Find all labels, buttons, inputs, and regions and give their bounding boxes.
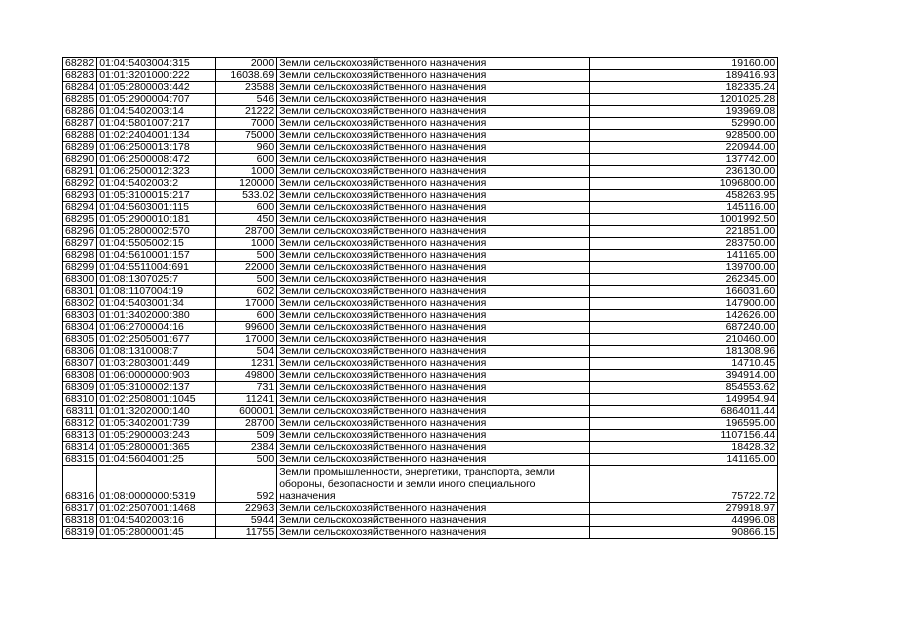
row-number-cell: 68316 bbox=[63, 466, 97, 503]
cadastral-number-cell: 01:06:0000000:903 bbox=[97, 370, 216, 382]
cadastral-number-cell: 01:06:2500013:178 bbox=[97, 142, 216, 154]
land-category-cell: Земли сельскохозяйственного назначения bbox=[277, 503, 590, 515]
row-number-cell: 68286 bbox=[63, 106, 97, 118]
table-row bbox=[63, 370, 778, 382]
land-category-cell: Земли сельскохозяйственного назначения bbox=[277, 454, 590, 466]
cadastral-value-cell: 1096800.00 bbox=[590, 178, 778, 190]
row-number-cell: 68303 bbox=[63, 310, 97, 322]
cadastral-number-cell: 01:04:5603001:115 bbox=[97, 202, 216, 214]
cadastral-number-cell: 01:04:5402003:2 bbox=[97, 178, 216, 190]
table-row bbox=[63, 298, 778, 310]
cadastral-number-cell: 01:05:2900010:181 bbox=[97, 214, 216, 226]
cadastral-number-cell: 01:08:1307025:7 bbox=[97, 274, 216, 286]
area-cell: 2384 bbox=[216, 442, 277, 454]
cadastral-value-cell: 139700.00 bbox=[590, 262, 778, 274]
row-number-cell: 68293 bbox=[63, 190, 97, 202]
area-cell: 21222 bbox=[216, 106, 277, 118]
table-row bbox=[63, 466, 778, 503]
table-row bbox=[63, 358, 778, 370]
land-category-cell: Земли сельскохозяйственного назначения bbox=[277, 142, 590, 154]
land-category-cell: Земли сельскохозяйственного назначения bbox=[277, 190, 590, 202]
cadastral-number-cell: 01:05:2800003:442 bbox=[97, 82, 216, 94]
row-number-cell: 68289 bbox=[63, 142, 97, 154]
land-category-cell: Земли сельскохозяйственного назначения bbox=[277, 394, 590, 406]
row-number-cell: 68317 bbox=[63, 503, 97, 515]
cadastral-value-cell: 687240.00 bbox=[590, 322, 778, 334]
table-row bbox=[63, 334, 778, 346]
area-cell: 600 bbox=[216, 154, 277, 166]
land-category-cell: Земли сельскохозяйственного назначения bbox=[277, 262, 590, 274]
land-category-cell: Земли сельскохозяйственного назначения bbox=[277, 226, 590, 238]
land-category-cell: Земли сельскохозяйственного назначения bbox=[277, 70, 590, 82]
area-cell: 533.02 bbox=[216, 190, 277, 202]
land-category-cell: Земли сельскохозяйственного назначения bbox=[277, 250, 590, 262]
area-cell: 11755 bbox=[216, 527, 277, 539]
table-row bbox=[63, 346, 778, 358]
area-cell: 450 bbox=[216, 214, 277, 226]
cadastral-number-cell: 01:01:3202000:140 bbox=[97, 406, 216, 418]
cadastral-value-cell: 189416.93 bbox=[590, 70, 778, 82]
table-row bbox=[63, 430, 778, 442]
table-row bbox=[63, 70, 778, 82]
land-category-cell: Земли сельскохозяйственного назначения bbox=[277, 298, 590, 310]
land-category-cell: Земли сельскохозяйственного назначения bbox=[277, 238, 590, 250]
land-category-cell: Земли сельскохозяйственного назначения bbox=[277, 310, 590, 322]
area-cell: 731 bbox=[216, 382, 277, 394]
row-number-cell: 68295 bbox=[63, 214, 97, 226]
land-category-cell: Земли сельскохозяйственного назначения bbox=[277, 370, 590, 382]
row-number-cell: 68296 bbox=[63, 226, 97, 238]
table-row bbox=[63, 202, 778, 214]
table-row bbox=[63, 178, 778, 190]
cadastral-number-cell: 01:04:5505002:15 bbox=[97, 238, 216, 250]
cadastral-value-cell: 210460.00 bbox=[590, 334, 778, 346]
table-row bbox=[63, 310, 778, 322]
cadastral-value-cell: 221851.00 bbox=[590, 226, 778, 238]
area-cell: 11241 bbox=[216, 394, 277, 406]
table-row bbox=[63, 382, 778, 394]
cadastral-value-cell: 14710.45 bbox=[590, 358, 778, 370]
cadastral-number-cell: 01:05:2900004:707 bbox=[97, 94, 216, 106]
table-row bbox=[63, 130, 778, 142]
row-number-cell: 68288 bbox=[63, 130, 97, 142]
row-number-cell: 68307 bbox=[63, 358, 97, 370]
cadastral-value-cell: 142626.00 bbox=[590, 310, 778, 322]
table-row bbox=[63, 58, 778, 70]
land-category-cell: Земли сельскохозяйственного назначения bbox=[277, 130, 590, 142]
land-category-cell: Земли сельскохозяйственного назначения bbox=[277, 94, 590, 106]
cadastral-value-cell: 181308.96 bbox=[590, 346, 778, 358]
cadastral-number-cell: 01:06:2700004:16 bbox=[97, 322, 216, 334]
table-row bbox=[63, 442, 778, 454]
cadastral-value-cell: 90866.15 bbox=[590, 527, 778, 539]
cadastral-number-cell: 01:05:2800001:365 bbox=[97, 442, 216, 454]
area-cell: 17000 bbox=[216, 334, 277, 346]
cadastral-value-cell: 141165.00 bbox=[590, 454, 778, 466]
cadastral-value-cell: 52990.00 bbox=[590, 118, 778, 130]
land-category-cell: Земли сельскохозяйственного назначения bbox=[277, 442, 590, 454]
cadastral-number-cell: 01:05:3402001:739 bbox=[97, 418, 216, 430]
land-category-cell: Земли сельскохозяйственного назначения bbox=[277, 118, 590, 130]
table-row bbox=[63, 166, 778, 178]
land-category-cell: Земли сельскохозяйственного назначения bbox=[277, 286, 590, 298]
area-cell: 120000 bbox=[216, 178, 277, 190]
cadastral-number-cell: 01:04:5403004:315 bbox=[97, 58, 216, 70]
land-category-cell: Земли сельскохозяйственного назначения bbox=[277, 154, 590, 166]
area-cell: 16038.69 bbox=[216, 70, 277, 82]
land-category-cell: Земли сельскохозяйственного назначения bbox=[277, 334, 590, 346]
cadastral-value-cell: 166031.60 bbox=[590, 286, 778, 298]
cadastral-number-cell: 01:02:2508001:1045 bbox=[97, 394, 216, 406]
row-number-cell: 68290 bbox=[63, 154, 97, 166]
cadastral-number-cell: 01:04:5801007:217 bbox=[97, 118, 216, 130]
row-number-cell: 68300 bbox=[63, 274, 97, 286]
table-row bbox=[63, 142, 778, 154]
row-number-cell: 68315 bbox=[63, 454, 97, 466]
row-number-cell: 68291 bbox=[63, 166, 97, 178]
cadastral-value-cell: 18428.32 bbox=[590, 442, 778, 454]
cadastral-number-cell: 01:04:5610001:157 bbox=[97, 250, 216, 262]
row-number-cell: 68284 bbox=[63, 82, 97, 94]
table-row bbox=[63, 106, 778, 118]
area-cell: 2000 bbox=[216, 58, 277, 70]
area-cell: 17000 bbox=[216, 298, 277, 310]
cadastral-number-cell: 01:02:2507001:1468 bbox=[97, 503, 216, 515]
cadastral-value-cell: 149954.94 bbox=[590, 394, 778, 406]
area-cell: 23588 bbox=[216, 82, 277, 94]
table-row bbox=[63, 262, 778, 274]
row-number-cell: 68311 bbox=[63, 406, 97, 418]
land-category-cell: Земли сельскохозяйственного назначения bbox=[277, 58, 590, 70]
cadastral-value-cell: 141165.00 bbox=[590, 250, 778, 262]
cadastral-value-cell: 19160.00 bbox=[590, 58, 778, 70]
area-cell: 546 bbox=[216, 94, 277, 106]
cadastral-value-cell: 145116.00 bbox=[590, 202, 778, 214]
area-cell: 500 bbox=[216, 250, 277, 262]
cadastral-value-cell: 854553.62 bbox=[590, 382, 778, 394]
row-number-cell: 68299 bbox=[63, 262, 97, 274]
cadastral-value-cell: 220944.00 bbox=[590, 142, 778, 154]
land-category-cell: Земли сельскохозяйственного назначения bbox=[277, 322, 590, 334]
table-row bbox=[63, 286, 778, 298]
table-row bbox=[63, 190, 778, 202]
cadastral-value-cell: 1107156.44 bbox=[590, 430, 778, 442]
land-category-cell: Земли сельскохозяйственного назначения bbox=[277, 166, 590, 178]
cadastral-number-cell: 01:04:5402003:14 bbox=[97, 106, 216, 118]
area-cell: 602 bbox=[216, 286, 277, 298]
area-cell: 28700 bbox=[216, 418, 277, 430]
row-number-cell: 68302 bbox=[63, 298, 97, 310]
table-row bbox=[63, 226, 778, 238]
cadastral-number-cell: 01:01:3201000:222 bbox=[97, 70, 216, 82]
area-cell: 592 bbox=[216, 466, 277, 503]
row-number-cell: 68319 bbox=[63, 527, 97, 539]
area-cell: 509 bbox=[216, 430, 277, 442]
cadastral-number-cell: 01:08:1107004:19 bbox=[97, 286, 216, 298]
cadastral-number-cell: 01:05:3100015:217 bbox=[97, 190, 216, 202]
row-number-cell: 68294 bbox=[63, 202, 97, 214]
cadastral-number-cell: 01:05:2800001:45 bbox=[97, 527, 216, 539]
row-number-cell: 68301 bbox=[63, 286, 97, 298]
cadastral-value-cell: 196595.00 bbox=[590, 418, 778, 430]
land-category-cell: Земли сельскохозяйственного назначения bbox=[277, 515, 590, 527]
cadastral-number-cell: 01:01:3402000:380 bbox=[97, 310, 216, 322]
table-row bbox=[63, 94, 778, 106]
area-cell: 960 bbox=[216, 142, 277, 154]
cadastral-number-cell: 01:03:2803001:449 bbox=[97, 358, 216, 370]
area-cell: 49800 bbox=[216, 370, 277, 382]
table-body bbox=[63, 58, 778, 539]
row-number-cell: 68305 bbox=[63, 334, 97, 346]
cadastral-value-cell: 147900.00 bbox=[590, 298, 778, 310]
table-row bbox=[63, 214, 778, 226]
row-number-cell: 68304 bbox=[63, 322, 97, 334]
cadastral-value-cell: 279918.97 bbox=[590, 503, 778, 515]
row-number-cell: 68282 bbox=[63, 58, 97, 70]
cadastral-number-cell: 01:05:3100002:137 bbox=[97, 382, 216, 394]
cadastral-number-cell: 01:06:2500008:472 bbox=[97, 154, 216, 166]
area-cell: 500 bbox=[216, 274, 277, 286]
table-row bbox=[63, 527, 778, 539]
cadastral-value-cell: 262345.00 bbox=[590, 274, 778, 286]
cadastral-value-cell: 928500.00 bbox=[590, 130, 778, 142]
land-cadastre-table bbox=[62, 57, 778, 539]
cadastral-value-cell: 458263.95 bbox=[590, 190, 778, 202]
cadastral-value-cell: 1001992.50 bbox=[590, 214, 778, 226]
area-cell: 5944 bbox=[216, 515, 277, 527]
cadastral-value-cell: 6864011.44 bbox=[590, 406, 778, 418]
land-category-cell: Земли сельскохозяйственного назначения bbox=[277, 406, 590, 418]
cadastral-value-cell: 75722.72 bbox=[590, 466, 778, 503]
row-number-cell: 68309 bbox=[63, 382, 97, 394]
row-number-cell: 68292 bbox=[63, 178, 97, 190]
cadastral-number-cell: 01:04:5604001:25 bbox=[97, 454, 216, 466]
area-cell: 1000 bbox=[216, 166, 277, 178]
row-number-cell: 68313 bbox=[63, 430, 97, 442]
table-row bbox=[63, 250, 778, 262]
cadastral-value-cell: 394914.00 bbox=[590, 370, 778, 382]
table-row bbox=[63, 118, 778, 130]
table-row bbox=[63, 274, 778, 286]
table-row bbox=[63, 82, 778, 94]
land-category-cell: Земли сельскохозяйственного назначения bbox=[277, 382, 590, 394]
table-row bbox=[63, 154, 778, 166]
table-row bbox=[63, 322, 778, 334]
land-category-cell: Земли сельскохозяйственного назначения bbox=[277, 214, 590, 226]
row-number-cell: 68310 bbox=[63, 394, 97, 406]
cadastral-number-cell: 01:06:2500012:323 bbox=[97, 166, 216, 178]
table-row bbox=[63, 515, 778, 527]
area-cell: 504 bbox=[216, 346, 277, 358]
area-cell: 75000 bbox=[216, 130, 277, 142]
area-cell: 500 bbox=[216, 454, 277, 466]
cadastral-number-cell: 01:04:5403001:34 bbox=[97, 298, 216, 310]
table-row bbox=[63, 394, 778, 406]
cadastral-value-cell: 182335.24 bbox=[590, 82, 778, 94]
cadastral-number-cell: 01:05:2800002:570 bbox=[97, 226, 216, 238]
land-category-cell: Земли сельскохозяйственного назначения bbox=[277, 106, 590, 118]
cadastral-value-cell: 283750.00 bbox=[590, 238, 778, 250]
row-number-cell: 68297 bbox=[63, 238, 97, 250]
cadastral-number-cell: 01:05:2900003:243 bbox=[97, 430, 216, 442]
cadastral-number-cell: 01:04:5402003:16 bbox=[97, 515, 216, 527]
row-number-cell: 68308 bbox=[63, 370, 97, 382]
area-cell: 22963 bbox=[216, 503, 277, 515]
area-cell: 1000 bbox=[216, 238, 277, 250]
cadastral-value-cell: 236130.00 bbox=[590, 166, 778, 178]
cadastral-number-cell: 01:02:2505001:677 bbox=[97, 334, 216, 346]
land-category-cell: Земли сельскохозяйственного назначения bbox=[277, 346, 590, 358]
cadastral-number-cell: 01:02:2404001:134 bbox=[97, 130, 216, 142]
cadastral-number-cell: 01:04:5511004:691 bbox=[97, 262, 216, 274]
table-row bbox=[63, 238, 778, 250]
land-category-cell: Земли сельскохозяйственного назначения bbox=[277, 430, 590, 442]
cadastral-value-cell: 193969.08 bbox=[590, 106, 778, 118]
row-number-cell: 68287 bbox=[63, 118, 97, 130]
row-number-cell: 68306 bbox=[63, 346, 97, 358]
table-row bbox=[63, 503, 778, 515]
cadastral-value-cell: 44996.08 bbox=[590, 515, 778, 527]
table-row bbox=[63, 454, 778, 466]
area-cell: 28700 bbox=[216, 226, 277, 238]
cadastral-number-cell: 01:08:1310008:7 bbox=[97, 346, 216, 358]
land-category-cell: Земли сельскохозяйственного назначения bbox=[277, 82, 590, 94]
land-category-cell: Земли сельскохозяйственного назначения bbox=[277, 358, 590, 370]
land-category-cell: Земли сельскохозяйственного назначения bbox=[277, 527, 590, 539]
row-number-cell: 68312 bbox=[63, 418, 97, 430]
row-number-cell: 68318 bbox=[63, 515, 97, 527]
cadastral-value-cell: 1201025.28 bbox=[590, 94, 778, 106]
area-cell: 99600 bbox=[216, 322, 277, 334]
row-number-cell: 68283 bbox=[63, 70, 97, 82]
row-number-cell: 68298 bbox=[63, 250, 97, 262]
table-row bbox=[63, 406, 778, 418]
land-category-cell: Земли сельскохозяйственного назначения bbox=[277, 202, 590, 214]
land-category-cell: Земли сельскохозяйственного назначения bbox=[277, 274, 590, 286]
table-row bbox=[63, 418, 778, 430]
land-category-cell: Земли промышленности, энергетики, транспорта, земли обороны, безопасности и земли иного специального назначения bbox=[277, 466, 590, 503]
row-number-cell: 68314 bbox=[63, 442, 97, 454]
cadastral-number-cell: 01:08:0000000:5319 bbox=[97, 466, 216, 503]
land-category-cell: Земли сельскохозяйственного назначения bbox=[277, 418, 590, 430]
area-cell: 600 bbox=[216, 202, 277, 214]
row-number-cell: 68285 bbox=[63, 94, 97, 106]
area-cell: 600001 bbox=[216, 406, 277, 418]
area-cell: 7000 bbox=[216, 118, 277, 130]
land-category-cell: Земли сельскохозяйственного назначения bbox=[277, 178, 590, 190]
area-cell: 22000 bbox=[216, 262, 277, 274]
cadastral-value-cell: 137742.00 bbox=[590, 154, 778, 166]
area-cell: 1231 bbox=[216, 358, 277, 370]
area-cell: 600 bbox=[216, 310, 277, 322]
